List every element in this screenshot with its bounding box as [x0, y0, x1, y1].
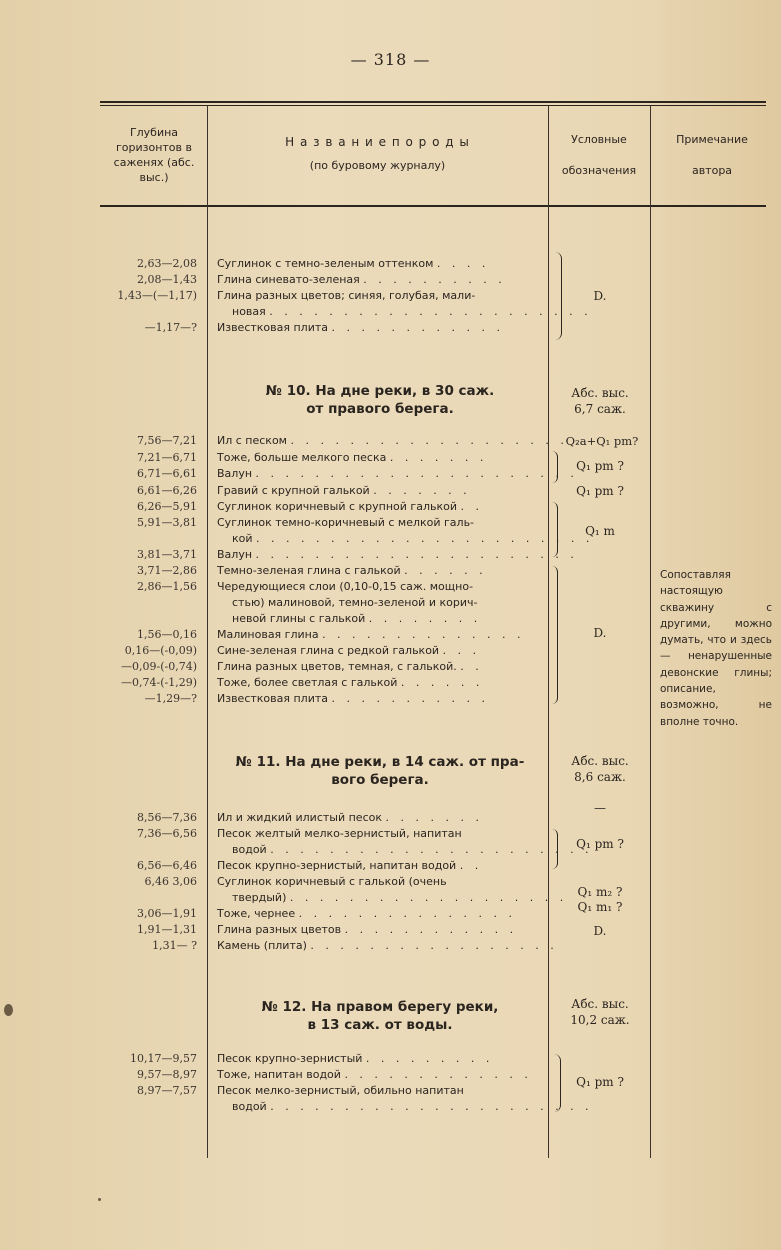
- depth-cell: —1,17—?: [144, 321, 197, 334]
- absolute-height-line2: 10,2 саж.: [570, 1013, 630, 1027]
- rock-name-cell: Суглинок коричневый с галькой (очень: [217, 875, 447, 888]
- depth-cell: 2,08—1,43: [137, 273, 197, 286]
- depth-cell: 3,06—1,91: [137, 907, 197, 920]
- rock-name-cell: Суглинок коричневый с крупной галькой . .: [217, 500, 483, 513]
- header-note: [652, 132, 772, 178]
- rock-name-cell: Тоже, больше мелкого песка . . . . . . .: [217, 451, 488, 464]
- depth-cell: 6,26—5,91: [137, 500, 197, 513]
- rock-name-cell: Валун . . . . . . . . . . . . . . . . . . . . . .: [217, 548, 578, 561]
- rock-name-cell: Темно-зеленая глина с галькой . . . . . .: [217, 564, 487, 577]
- absolute-height: [552, 753, 648, 785]
- depth-cell: 7,21—6,71: [137, 451, 197, 464]
- depth-cell: 1,91—1,31: [137, 923, 197, 936]
- header-symbols-line2: обозначения: [561, 164, 637, 177]
- symbol-cell: —: [594, 801, 606, 815]
- section-title-line2: от правого берега.: [306, 401, 454, 417]
- rock-name-cell: Глина разных цветов; синяя, голубая, мали-: [217, 289, 476, 302]
- symbol-cell: Q₁ m: [585, 524, 615, 538]
- symbol-cell: Q₁ m₂ ?: [577, 885, 623, 899]
- absolute-height-line1: Абс. выс.: [571, 754, 629, 768]
- rock-name-cell: Песок мелко-зернистый, обильно напитан: [217, 1084, 464, 1097]
- header-depth: Глубина горизонтов в саженях (абс. выс.): [113, 126, 195, 184]
- depth-cell: 1,31— ?: [152, 939, 197, 952]
- depth-cell: 6,46 3,06: [144, 875, 197, 888]
- rock-name-cell: стью) малиновой, темно-зеленой и корич-: [232, 596, 478, 609]
- symbol-cell: D.: [593, 626, 607, 640]
- rock-name-cell: Тоже, напитан водой . . . . . . . . . . . . .: [217, 1068, 532, 1081]
- rock-name-cell: Камень (плита) . . . . . . . . . . . . . . . . .: [217, 939, 558, 952]
- page-number: — 318 —: [350, 50, 431, 69]
- rock-name-cell: Глина синевато-зеленая . . . . . . . . . .: [217, 273, 506, 286]
- depth-cell: 2,63—2,08: [137, 257, 197, 270]
- symbol-cell: D.: [593, 924, 607, 938]
- rock-name-cell: Глина разных цветов . . . . . . . . . . . .: [217, 923, 518, 936]
- depth-cell: 5,91—3,81: [137, 516, 197, 529]
- symbol-cell: Q₁ pm ?: [576, 1075, 624, 1089]
- absolute-height-line1: Абс. выс.: [571, 386, 629, 400]
- header-name-line2: (по буровому журналу): [309, 159, 446, 172]
- author-note: Сопоставляя настоящую скважину с другими, можно думать, что и здесь — ненарушенные девонские глины; описание, возможно, не вполне точно.: [660, 569, 772, 728]
- rock-name-cell: невой глины с галькой . . . . . . . .: [232, 612, 482, 625]
- table-top-rule-thin: [100, 105, 766, 106]
- depth-cell: 8,56—7,36: [137, 811, 197, 824]
- symbol-cell: Q₁ pm ?: [576, 459, 624, 473]
- column-divider-3: [650, 106, 651, 1158]
- rock-name-cell: Тоже, более светлая с галькой . . . . . .: [217, 676, 484, 689]
- rock-name-cell: Суглинок темно-коричневый с мелкой галь-: [217, 516, 475, 529]
- depth-cell: 3,71—2,86: [137, 564, 197, 577]
- section-title-line2: вого берега.: [331, 772, 429, 788]
- symbol-cell: Q₁ m₁ ?: [577, 900, 623, 914]
- rock-name-cell: Тоже, чернее . . . . . . . . . . . . . . .: [217, 907, 517, 920]
- rock-name-cell: Валун . . . . . . . . . . . . . . . . . . . . . .: [217, 467, 578, 480]
- section-title-line1: № 10. На дне реки, в 30 саж.: [265, 383, 495, 399]
- paper-stain: [4, 1004, 13, 1016]
- column-divider-1: [207, 106, 208, 1158]
- header-bottom-rule: [100, 205, 766, 207]
- rock-name-cell: Песок крупно-зернистый, напитан водой . .: [217, 859, 483, 872]
- rock-name-cell: твердый) . . . . . . . . . . . . . . . . . . .: [232, 891, 568, 904]
- depth-cell: 7,36—6,56: [137, 827, 197, 840]
- section-title-line1: № 12. На правом берегу реки,: [261, 999, 499, 1015]
- rock-name-cell: Глина разных цветов, темная, с галькой. . .: [217, 660, 483, 673]
- depth-cell: 8,97—7,57: [137, 1084, 197, 1097]
- rock-name-cell: Песок желтый мелко-зернистый, напитан: [217, 827, 462, 840]
- rock-name-cell: Известковая плита . . . . . . . . . . . .: [217, 321, 504, 334]
- rock-name-cell: Малиновая глина . . . . . . . . . . . . . .: [217, 628, 525, 641]
- depth-cell: —1,29—?: [144, 692, 197, 705]
- symbol-cell: Q₂a+Q₁ pm?: [565, 434, 639, 448]
- header-note-line2: автора: [691, 164, 733, 177]
- depth-cell: —0,09-(-0,74): [120, 660, 197, 673]
- header-name: [210, 135, 545, 173]
- rock-name-cell: Гравий с крупной галькой . . . . . . .: [217, 484, 471, 497]
- absolute-height-line1: Абс. выс.: [571, 997, 629, 1011]
- absolute-height: [552, 385, 648, 417]
- depth-cell: 7,56—7,21: [137, 434, 197, 447]
- header-note-line1: Примечание: [676, 133, 748, 146]
- header-symbols-line1: Условные: [571, 133, 627, 146]
- section-title: [210, 753, 550, 789]
- header-symbols: [550, 132, 648, 178]
- depth-cell: —0,74-(-1,29): [120, 676, 197, 689]
- depth-cell: 2,86—1,56: [137, 580, 197, 593]
- section-title: [210, 998, 550, 1034]
- rock-name-cell: новая . . . . . . . . . . . . . . . . . . . . . .: [232, 305, 592, 318]
- rock-name-cell: Суглинок с темно-зеленым оттенком . . . .: [217, 257, 490, 270]
- rock-name-cell: Песок крупно-зернистый . . . . . . . . .: [217, 1052, 494, 1065]
- rock-name-cell: водой . . . . . . . . . . . . . . . . . . . . . .: [232, 843, 593, 856]
- absolute-height-line2: 6,7 саж.: [574, 402, 626, 416]
- depth-cell: 6,56—6,46: [137, 859, 197, 872]
- depth-cell: 1,56—0,16: [137, 628, 197, 641]
- absolute-height-line2: 8,6 саж.: [574, 770, 626, 784]
- depth-cell: 10,17—9,57: [130, 1052, 197, 1065]
- rock-name-cell: Чередующиеся слои (0,10-0,15 саж. мощно-: [217, 580, 474, 593]
- header-name-line1: Н а з в а н и е п о р о д ы: [285, 135, 470, 149]
- depth-cell: 9,57—8,97: [137, 1068, 197, 1081]
- depth-cell: 3,81—3,71: [137, 548, 197, 561]
- rock-name-cell: Известковая плита . . . . . . . . . . .: [217, 692, 489, 705]
- section-title: [210, 382, 550, 418]
- section-title-line2: в 13 саж. от воды.: [307, 1017, 453, 1033]
- rock-name-cell: водой . . . . . . . . . . . . . . . . . . . . . .: [232, 1100, 593, 1113]
- absolute-height: [552, 996, 648, 1028]
- rock-name-cell: Сине-зеленая глина с редкой галькой . . .: [217, 644, 481, 657]
- depth-cell: 6,71—6,61: [137, 467, 197, 480]
- symbol-cell: Q₁ pm ?: [576, 484, 624, 498]
- symbol-cell: Q₁ pm ?: [576, 837, 624, 851]
- table-top-rule: [100, 101, 766, 103]
- rock-name-cell: кой . . . . . . . . . . . . . . . . . . . . . . .: [232, 532, 594, 545]
- depth-cell: 0,16—(-0,09): [124, 644, 197, 657]
- rock-name-cell: Ил с песком . . . . . . . . . . . . . . . . . . . .: [217, 434, 583, 447]
- paper-stain: [98, 1198, 101, 1201]
- rock-name-cell: Ил и жидкий илистый песок . . . . . . .: [217, 811, 483, 824]
- section-title-line1: № 11. На дне реки, в 14 саж. от пра-: [235, 754, 525, 770]
- depth-cell: 6,61—6,26: [137, 484, 197, 497]
- symbol-cell: D.: [593, 289, 607, 303]
- depth-cell: 1,43—(—1,17): [117, 289, 197, 302]
